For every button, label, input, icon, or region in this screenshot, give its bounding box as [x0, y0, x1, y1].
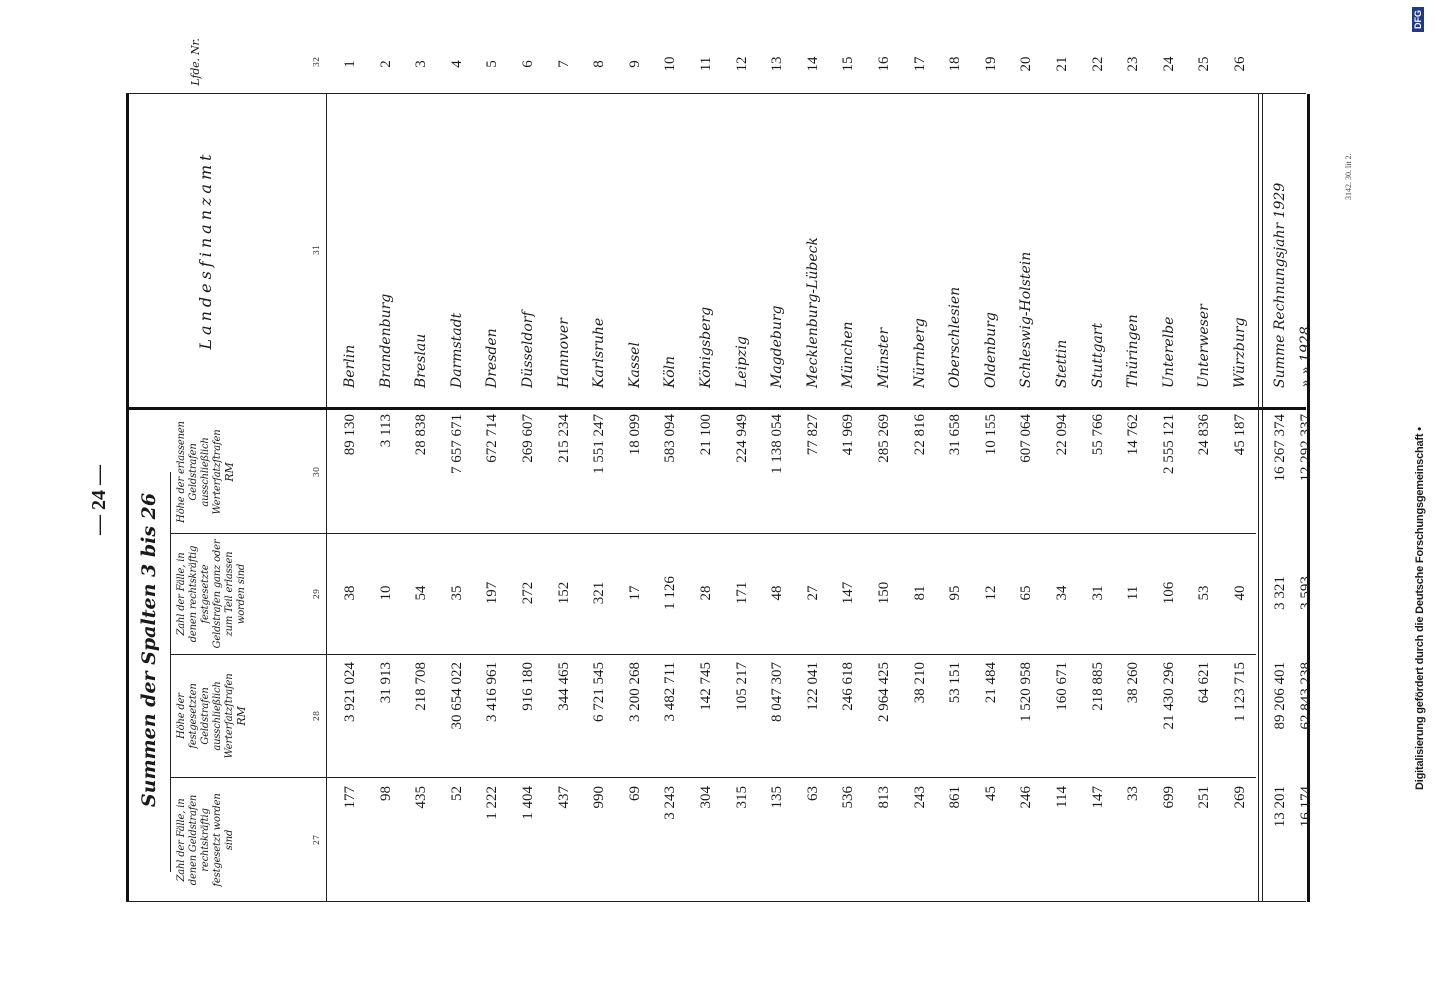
cell-c27: 437 [555, 786, 572, 809]
cell-c27: 114 [1054, 786, 1070, 808]
table-row [759, 56, 795, 902]
cell-c27: 135 [769, 786, 786, 809]
cell-c30: 18 099 [626, 414, 643, 456]
colnum-30: 30 [312, 466, 321, 478]
cell-name: Stuttgart [1089, 322, 1106, 388]
cell-c29: 81 [911, 585, 928, 601]
colnum-27: 27 [312, 834, 321, 846]
cell-c29: 34 [1054, 585, 1070, 601]
cell-c27: 813 [876, 786, 892, 809]
cell-c27: 243 [911, 786, 928, 809]
cell-name: Unterweser [1196, 304, 1213, 388]
table-row [1151, 56, 1187, 902]
cell-c30: 89 130 [342, 414, 358, 456]
cell-c28: 38 260 [1125, 662, 1142, 704]
digitization-note: Digitalisierung gefördert durch die Deutsche Forschungsgemeinschaft • [1414, 427, 1426, 790]
totals-rule-1 [1258, 94, 1259, 902]
cell-c29: 54 [413, 585, 430, 601]
table-row [474, 60, 510, 902]
colnum-31: 31 [312, 244, 321, 256]
cell-c28: 218 708 [413, 662, 430, 711]
colnum-29: 29 [312, 588, 321, 600]
cell-c30: 45 187 [1232, 414, 1248, 456]
cell-c28: 1 123 715 [1232, 662, 1248, 722]
table-row [403, 60, 439, 902]
cell-c30: 77 827 [804, 414, 821, 456]
cell-nr: 13 [769, 56, 786, 72]
cell-name: Schleswig-Holstein [1018, 251, 1035, 388]
table-row [1222, 56, 1258, 902]
cell-c29: 150 [876, 581, 892, 605]
cell-nr: 1 [342, 60, 358, 68]
cell-c29: 3 593 [1298, 576, 1314, 610]
header-c30-label: Höhe der erlassenen Geldstrafen ausschließlich Werterſatzſtrafen [176, 421, 223, 523]
cell-nr: 12 [733, 56, 750, 72]
cell-c30: 22 094 [1054, 414, 1070, 456]
table-row [937, 56, 973, 902]
cell-c27: 304 [698, 786, 714, 809]
cell-c28: 53 151 [947, 662, 964, 704]
cell-name: Königsberg [698, 306, 714, 388]
cell-nr: 16 [876, 56, 892, 72]
cell-c27: 52 [448, 786, 465, 801]
table-row [510, 60, 546, 902]
cell-c28: 218 885 [1089, 662, 1106, 711]
table-row [1115, 56, 1151, 902]
header-c31: Landesfinanzamt [196, 150, 215, 350]
cell-c30: 22 816 [911, 414, 928, 456]
header-c28 [176, 660, 249, 772]
cell-c29: 106 [1160, 581, 1177, 605]
table-row [617, 60, 653, 902]
cell-c29: 53 [1196, 585, 1213, 601]
cell-c29: 197 [484, 581, 501, 605]
cell-name: Kassel [626, 342, 643, 388]
table-row [973, 56, 1009, 902]
cell-c27: 246 [1018, 786, 1035, 809]
cell-c29: 321 [591, 581, 608, 605]
cell-nr: 21 [1054, 56, 1070, 72]
cell-c29: 147 [840, 581, 857, 605]
dfg-logo: DFG [1412, 7, 1424, 32]
cell-c27: 63 [804, 786, 821, 801]
cell-c28: 21 430 296 [1160, 662, 1177, 730]
table-row [439, 60, 475, 902]
cell-nr: 24 [1160, 56, 1177, 72]
cell-c27: 16 174 [1298, 786, 1314, 828]
cell-nr: 11 [698, 56, 714, 72]
cell-nr: 25 [1196, 56, 1213, 72]
cell-c28: 916 180 [520, 662, 536, 711]
cell-c29: 28 [698, 585, 714, 601]
cell-c29: 95 [947, 585, 964, 601]
cell-c30: 41 969 [840, 414, 857, 456]
cell-c30: 16 267 374 [1272, 414, 1288, 482]
colnum-sep [326, 94, 327, 902]
header-c28-label: Höhe der festgesetzten Geldstrafen ausschließlich Werterſatzſtrafen [176, 673, 235, 759]
cell-c28: 89 206 401 [1272, 662, 1288, 730]
table-row [368, 60, 404, 902]
cell-nr: 3 [413, 60, 430, 68]
cell-c30: 3 113 [377, 414, 394, 448]
header-c28-unit: RM [235, 706, 248, 726]
header-c32: Lfde. Nr. [189, 38, 202, 86]
cell-c30: 672 714 [484, 414, 501, 463]
table-row [866, 56, 902, 902]
header-c29: Zahl der Fälle, in denen rechtskräftig festgesetzte Geldstrafen ganz oder zum Teil erlassen worden sind [176, 539, 247, 649]
cell-c28: 38 210 [911, 662, 928, 704]
cell-c27: 98 [377, 786, 394, 801]
cell-c30: 1 551 247 [591, 414, 608, 474]
cell-c27: 990 [591, 786, 608, 809]
table-row [652, 56, 688, 902]
cell-c28: 30 654 022 [448, 662, 465, 730]
cell-name: Oldenburg [982, 312, 999, 388]
cell-c27: 1 404 [520, 786, 536, 820]
cell-nr: 20 [1018, 56, 1035, 72]
print-note: 3142. 30. lit 2. [1344, 153, 1353, 200]
colnum-28: 28 [312, 710, 321, 722]
table-row [581, 60, 617, 902]
cell-c29: 38 [342, 585, 358, 601]
cell-nr: 18 [947, 56, 964, 72]
cell-name: Hannover [555, 318, 572, 388]
table-row [1186, 56, 1222, 902]
cell-c30: 14 762 [1125, 414, 1142, 456]
cell-c27: 1 222 [484, 786, 501, 820]
cell-name: Summe Rechnungsjahr 1929 [1272, 182, 1288, 388]
cell-c27: 69 [626, 786, 643, 801]
cell-nr: 4 [448, 60, 465, 68]
header-c27: Zahl der Fälle, in denen Geldstrafen rechtskräftig festgesetzt worden sind [176, 793, 235, 887]
cell-c30: 7 657 671 [448, 414, 465, 474]
cell-c28: 3 200 268 [626, 662, 643, 722]
cell-c28: 62 843 238 [1298, 662, 1314, 730]
top-border [126, 94, 129, 902]
header-c30 [176, 414, 237, 530]
cell-c27: 251 [1196, 786, 1213, 809]
cell-nr: 15 [840, 56, 857, 72]
cell-c30: 2 555 121 [1160, 414, 1177, 474]
cell-name: Münster [876, 327, 892, 388]
cell-c28: 3 482 711 [662, 662, 679, 722]
cell-name: Berlin [342, 344, 358, 388]
cell-c30: 24 836 [1196, 414, 1213, 456]
cell-c30: 12 292 337 [1298, 414, 1314, 482]
cell-c30: 285 269 [876, 414, 892, 463]
table-row [1080, 56, 1116, 902]
cell-c30: 10 155 [982, 414, 999, 456]
cell-c29: 31 [1089, 585, 1106, 601]
cell-c27: 536 [840, 786, 857, 809]
cell-c28: 1 520 958 [1018, 662, 1035, 722]
cell-name: Oberschlesien [947, 286, 964, 388]
table-row [902, 56, 938, 902]
cell-c28: 160 671 [1054, 662, 1070, 711]
cell-nr: 5 [484, 60, 501, 68]
cell-c28: 21 484 [982, 662, 999, 704]
page-number: — 24 — [88, 465, 110, 535]
cell-c28: 6 721 545 [591, 662, 608, 722]
table-row [795, 56, 831, 902]
cell-c29: 35 [448, 585, 465, 601]
cell-c29: 27 [804, 585, 821, 601]
cell-c29: 48 [769, 585, 786, 601]
cell-name: Nürnberg [911, 318, 928, 388]
table-title: Summen der Spalten 3 bis 26 [138, 492, 160, 808]
table-row [332, 60, 368, 902]
cell-c29: 1 126 [662, 576, 679, 610]
cell-name: Unterelbe [1160, 316, 1177, 388]
cell-nr: 22 [1089, 56, 1106, 72]
cell-c30: 224 949 [733, 414, 750, 463]
cell-c27: 315 [733, 786, 750, 809]
table-row [546, 60, 582, 902]
cell-name: Mecklenburg-Lübeck [804, 237, 821, 388]
cell-c28: 64 621 [1196, 662, 1213, 704]
cell-c30: 1 138 054 [769, 414, 786, 474]
cell-c27: 269 [1232, 786, 1248, 809]
cell-c28: 3 416 961 [484, 662, 501, 722]
cell-nr: 6 [520, 60, 536, 68]
table-row [1044, 56, 1080, 902]
cell-c28: 142 745 [698, 662, 714, 711]
cell-name: Düsseldorf [520, 311, 536, 388]
cell-c27: 3 243 [662, 786, 679, 820]
cell-c29: 3 321 [1272, 576, 1288, 610]
cell-nr: 17 [911, 56, 928, 72]
cell-c29: 40 [1232, 585, 1248, 601]
cell-c30: 28 838 [413, 414, 430, 456]
cell-c30: 55 766 [1089, 414, 1106, 456]
colnum-32: 32 [312, 56, 321, 68]
cell-c30: 31 658 [947, 414, 964, 456]
cell-c30: 607 064 [1018, 414, 1035, 463]
cell-c28: 2 964 425 [876, 662, 892, 722]
cell-name: Würzburg [1232, 317, 1248, 388]
cell-c27: 13 201 [1272, 786, 1288, 828]
cell-c28: 31 913 [377, 662, 394, 704]
table-row [724, 56, 760, 902]
cell-c29: 10 [377, 585, 394, 601]
cell-nr: 2 [377, 60, 394, 68]
cell-c28: 3 921 024 [342, 662, 358, 722]
header-sep [170, 472, 171, 872]
cell-name: Leipzig [733, 336, 750, 388]
cell-name: Darmstadt [448, 312, 465, 388]
cell-nr: 7 [555, 60, 572, 68]
cell-nr: 9 [626, 60, 643, 68]
table-row [688, 56, 724, 902]
cell-c29: 12 [982, 585, 999, 601]
cell-c29: 17 [626, 585, 643, 601]
cell-nr: 8 [591, 60, 608, 68]
cell-name: München [840, 321, 857, 388]
cell-c27: 177 [342, 786, 358, 809]
cell-name: Breslau [413, 333, 430, 388]
cell-name: Dresden [484, 328, 501, 388]
cell-c29: 171 [733, 581, 750, 605]
cell-nr: 14 [804, 56, 821, 72]
table-row [1008, 56, 1044, 902]
cell-c27: 861 [947, 786, 964, 809]
cell-c30: 269 607 [520, 414, 536, 463]
cell-name: Köln [662, 355, 679, 388]
cell-c30: 583 094 [662, 414, 679, 463]
cell-nr: 19 [982, 56, 999, 72]
cell-c28: 246 618 [840, 662, 857, 711]
cell-name: Brandenburg [377, 293, 394, 388]
table-row [830, 56, 866, 902]
cell-name: Karlsruhe [591, 317, 608, 388]
cell-name: Magdeburg [769, 305, 786, 388]
cell-c28: 8 047 307 [769, 662, 786, 722]
cell-c29: 152 [555, 581, 572, 605]
cell-c29: 11 [1125, 585, 1142, 601]
cell-nr: 23 [1125, 56, 1142, 72]
header-c30-unit: RM [223, 462, 236, 482]
cell-c29: 65 [1018, 585, 1035, 601]
cell-c27: 147 [1089, 786, 1106, 809]
cell-nr: 26 [1232, 56, 1248, 72]
cell-c29: 272 [520, 581, 536, 605]
cell-c28: 105 217 [733, 662, 750, 711]
cell-c27: 45 [982, 786, 999, 801]
cell-c27: 435 [413, 786, 430, 809]
cell-c28: 122 041 [804, 662, 821, 711]
cell-c28: 344 465 [555, 662, 572, 711]
cell-name: Thüringen [1125, 314, 1142, 388]
cell-name: » » 1928 [1298, 326, 1314, 388]
cell-c27: 699 [1160, 786, 1177, 809]
cell-c30: 215 234 [555, 414, 572, 463]
cell-name: Stettin [1054, 339, 1070, 388]
cell-nr: 10 [662, 56, 679, 72]
totals-row [1288, 94, 1324, 902]
cell-c27: 33 [1125, 786, 1142, 801]
cell-c30: 21 100 [698, 414, 714, 456]
